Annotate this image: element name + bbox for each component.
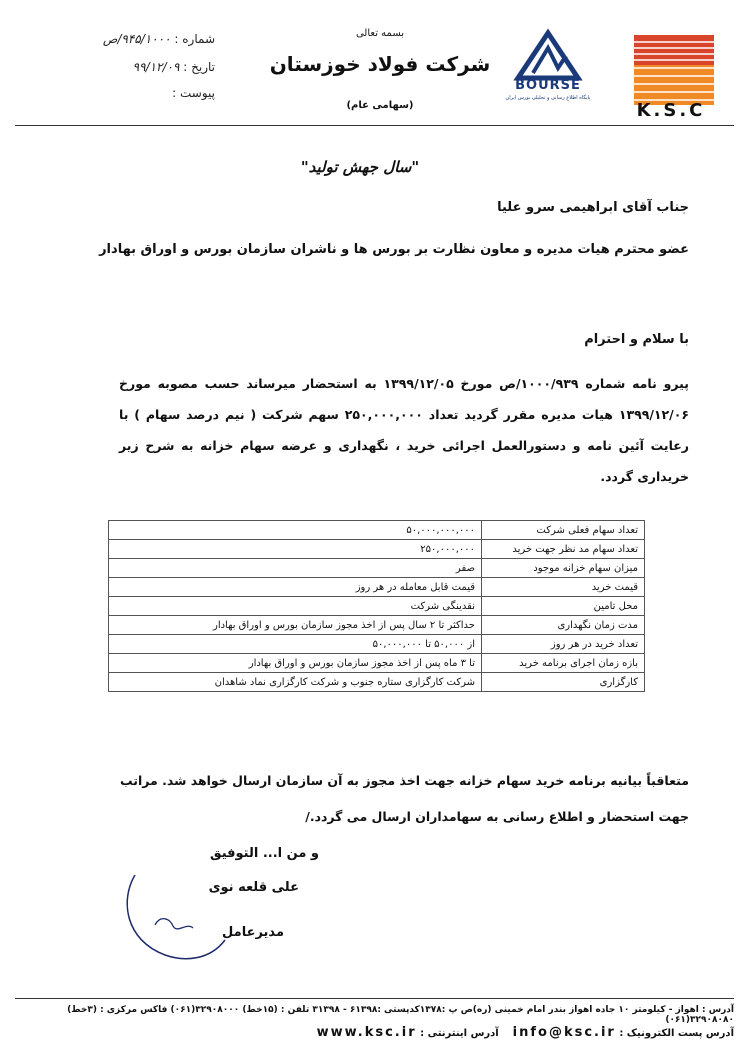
table-row (109, 578, 645, 597)
buyback-table (108, 520, 645, 692)
number-value: ۹۴۵/۱۰۰۰/ص (102, 32, 171, 46)
recipient-title: عضو محترم هیات مدیره و معاون نظارت بر بورس ها و ناشران سازمان بورس و اوراق بهادار (99, 242, 689, 257)
email-label: آدرس پست الکترونیک : (619, 1028, 734, 1039)
row-value: شرکت کارگزاری ستاره جنوب و شرکت کارگزاری نماد شاهدان (109, 673, 482, 692)
row-label: قیمت خرید (482, 578, 645, 597)
basmala: بسمه تعالی (355, 28, 405, 39)
row-label: مدت زمان نگهداری (482, 616, 645, 635)
signer-title: مدیرعامل (222, 925, 284, 940)
table-row (109, 635, 645, 654)
table-row (109, 597, 645, 616)
table-row (109, 654, 645, 673)
year-slogan: "سال جهش تولید" (300, 158, 420, 176)
row-label: محل تامین (482, 597, 645, 616)
row-value: تا ۳ ماه پس از اخذ مجوز سازمان بورس و اوراق بهادار (109, 654, 482, 673)
table-row (109, 521, 645, 540)
table-row (109, 559, 645, 578)
email-link[interactable]: info@ksc.ir (512, 1025, 616, 1040)
bourse-logo-text: BOURSE (515, 78, 581, 93)
website-link[interactable]: www.ksc.ir (316, 1025, 417, 1040)
row-value: از ۵۰,۰۰۰ تا ۵۰,۰۰۰,۰۰۰ (109, 635, 482, 654)
closing-paragraph: متعاقباً بیانیه برنامه خرید سهام خزانه جهت اخذ مجوز به آن سازمان ارسال خواهد شد. مراتب جهت استحضار و اطلاع رسانی به سهامداران ارسال می گردد./ (120, 773, 689, 824)
footer-contacts (15, 1025, 734, 1040)
row-value: ۲۵۰,۰۰۰,۰۰۰ (109, 540, 482, 559)
recipient-name: جناب آقای ابراهیمی سرو علیا (497, 200, 689, 215)
bourse-logo-subtext: پایگاه اطلاع رسانی و تحلیلی بورس ایران (505, 95, 591, 101)
date-label: تاریخ : (183, 60, 215, 74)
row-value: ۵۰,۰۰۰,۰۰۰,۰۰۰ (109, 521, 482, 540)
row-value: صفر (109, 559, 482, 578)
company-name: شرکت فولاد خوزستان (269, 52, 491, 76)
row-value: نقدینگی شرکت (109, 597, 482, 616)
greeting: با سلام و احترام (584, 332, 689, 347)
footer-address: آدرس : اهواز - کیلومتر ۱۰ جاده اهواز بندر امام خمینی (ره)ص پ :۱۳۷۸کدپستی :۶۱۳۹۸ - ۳۱۳۹۸ تلفن : (۱۵خط) ۳۲۹۰۸۰۰۰(۰۶۱) فاکس مرکزی : (۳خط) ۳۲۹۰۸۰۸۰(۰۶۱) (67, 1005, 734, 1025)
header-divider (15, 125, 734, 126)
number-label: شماره : (174, 32, 215, 46)
row-label: بازه زمان اجرای برنامه خرید (482, 654, 645, 673)
date-value: ۹۹/۱۲/۰۹ (132, 60, 180, 74)
company-type: (سهامی عام) (346, 100, 414, 111)
table-row (109, 540, 645, 559)
row-value: قیمت قابل معامله در هر روز (109, 578, 482, 597)
row-label: تعداد خرید در هر روز (482, 635, 645, 654)
letter-attachment (15, 86, 215, 100)
website-label: آدرس اینترنتی : (420, 1028, 499, 1039)
row-label: تعداد سهام مد نظر جهت خرید (482, 540, 645, 559)
row-label: تعداد سهام فعلی شرکت (482, 521, 645, 540)
letter-date (15, 60, 215, 74)
row-label: کارگزاری (482, 673, 645, 692)
table-row (109, 673, 645, 692)
attachment-label: پیوست : (172, 86, 215, 100)
ksc-logo-text: K.S.C (636, 100, 706, 121)
row-value: حداکثر تا ۲ سال پس از اخذ مجوز سازمان بورس و اوراق بهادار (109, 616, 482, 635)
table-row (109, 616, 645, 635)
signer-name: علی قلعه نوی (208, 880, 299, 895)
signature-scribble-icon (115, 870, 235, 970)
closing-phrase: و من ا... التوفیق (209, 846, 319, 861)
body-paragraph: پیرو نامه شماره ۱۰۰۰/۹۳۹/ص مورخ ۱۳۹۹/۱۲/۰۵ به استحضار میرساند حسب مصوبه مورخ ۱۳۹۹/۱۲/۰۶ هیات مدیره مقرر گردید تعداد ۲۵۰,۰۰۰,۰۰۰ سهم شرکت ( نیم درصد سهام ) با رعایت آئین نامه و دستورالعمل اجرائی خرید ، نگهداری و عرضه سهام خزانه به شرح زیر خریداری گردد. (119, 376, 690, 484)
letter-number (15, 32, 215, 46)
footer-divider (15, 998, 734, 999)
row-label: میزان سهام خزانه موجود (482, 559, 645, 578)
